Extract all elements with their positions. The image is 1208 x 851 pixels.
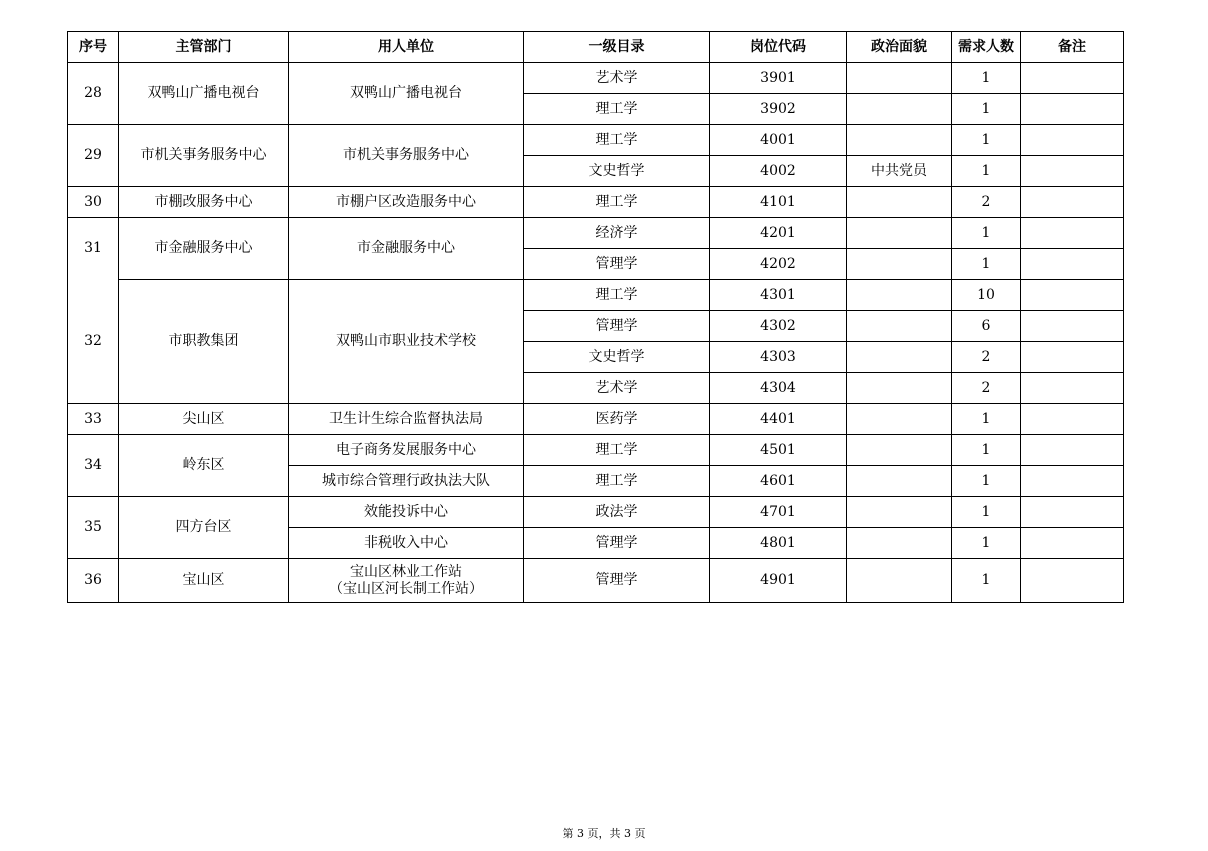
category-cell: 文史哲学: [524, 342, 710, 373]
count-cell: 1: [952, 559, 1021, 603]
code-cell: 4501: [710, 435, 847, 466]
category-cell: 艺术学: [524, 373, 710, 404]
note-cell: [1021, 156, 1124, 187]
count-cell: 1: [952, 435, 1021, 466]
table-row: [68, 435, 1124, 466]
unit-cell: 双鸭山市职业技术学校: [289, 280, 524, 404]
unit-cell: 效能投诉中心: [289, 497, 524, 528]
unit-cell: [289, 559, 524, 603]
header-unit: 用人单位: [289, 32, 524, 63]
category-cell: 管理学: [524, 559, 710, 603]
count-cell: 2: [952, 373, 1021, 404]
seq-cell: 30: [68, 187, 119, 218]
table-row: [68, 559, 1124, 603]
unit-cell: 卫生计生综合监督执法局: [289, 404, 524, 435]
political-cell: [847, 187, 952, 218]
count-cell: 1: [952, 404, 1021, 435]
seq-cell: 28: [68, 63, 119, 125]
seq-cell: 31: [68, 218, 119, 280]
code-cell: 4301: [710, 280, 847, 311]
count-cell: 10: [952, 280, 1021, 311]
count-cell: 1: [952, 497, 1021, 528]
category-cell: 政法学: [524, 497, 710, 528]
code-cell: 4304: [710, 373, 847, 404]
seq-cell: 29: [68, 125, 119, 187]
category-cell: 管理学: [524, 249, 710, 280]
political-cell: [847, 497, 952, 528]
unit-cell: 城市综合管理行政执法大队: [289, 466, 524, 497]
table-row: [68, 218, 1124, 249]
table-row: [68, 280, 1124, 311]
dept-cell: 岭东区: [119, 435, 289, 497]
category-cell: 理工学: [524, 94, 710, 125]
header-row: [68, 32, 1124, 63]
code-cell: 4801: [710, 528, 847, 559]
unit-cell: 市金融服务中心: [289, 218, 524, 280]
code-cell: 4701: [710, 497, 847, 528]
political-cell: [847, 218, 952, 249]
header-count: 需求人数: [952, 32, 1021, 63]
count-cell: 2: [952, 187, 1021, 218]
note-cell: [1021, 435, 1124, 466]
political-cell: [847, 373, 952, 404]
category-cell: 艺术学: [524, 63, 710, 94]
code-cell: 3901: [710, 63, 847, 94]
seq-cell: 35: [68, 497, 119, 559]
table-row: [68, 497, 1124, 528]
political-cell: [847, 311, 952, 342]
header-category: 一级目录: [524, 32, 710, 63]
note-cell: [1021, 94, 1124, 125]
count-cell: 1: [952, 218, 1021, 249]
political-cell: [847, 404, 952, 435]
note-cell: [1021, 125, 1124, 156]
table-row: [68, 125, 1124, 156]
page-footer: 第 3 页，共 3 页: [562, 827, 646, 840]
note-cell: [1021, 218, 1124, 249]
political-cell: [847, 63, 952, 94]
header-note: 备注: [1021, 32, 1124, 63]
note-cell: [1021, 466, 1124, 497]
dept-cell: 四方台区: [119, 497, 289, 559]
table-row: [68, 187, 1124, 218]
seq-cell: 33: [68, 404, 119, 435]
note-cell: [1021, 342, 1124, 373]
table-row: [68, 404, 1124, 435]
political-cell: 中共党员: [847, 156, 952, 187]
note-cell: [1021, 311, 1124, 342]
code-cell: 4001: [710, 125, 847, 156]
unit-cell: 电子商务发展服务中心: [289, 435, 524, 466]
category-cell: 理工学: [524, 125, 710, 156]
category-cell: 文史哲学: [524, 156, 710, 187]
code-cell: 4201: [710, 218, 847, 249]
header-dept: 主管部门: [119, 32, 289, 63]
unit-line-2: （宝山区河长制工作站）: [329, 580, 483, 597]
category-cell: 理工学: [524, 187, 710, 218]
political-cell: [847, 528, 952, 559]
code-cell: 4101: [710, 187, 847, 218]
unit-cell: 市棚户区改造服务中心: [289, 187, 524, 218]
dept-cell: 尖山区: [119, 404, 289, 435]
political-cell: [847, 280, 952, 311]
category-cell: 管理学: [524, 528, 710, 559]
note-cell: [1021, 187, 1124, 218]
unit-line-1: 宝山区林业工作站: [350, 563, 462, 580]
political-cell: [847, 249, 952, 280]
category-cell: 医药学: [524, 404, 710, 435]
dept-cell: 市机关事务服务中心: [119, 125, 289, 187]
note-cell: [1021, 528, 1124, 559]
code-cell: 4601: [710, 466, 847, 497]
code-cell: 4303: [710, 342, 847, 373]
code-cell: 4202: [710, 249, 847, 280]
seq-cell: 36: [68, 559, 119, 603]
dept-cell: 市职教集团: [119, 280, 289, 404]
unit-cell: 双鸭山广播电视台: [289, 63, 524, 125]
category-cell: 经济学: [524, 218, 710, 249]
header-political: 政治面貌: [847, 32, 952, 63]
table-row: [68, 63, 1124, 94]
unit-cell: 市机关事务服务中心: [289, 125, 524, 187]
count-cell: 1: [952, 466, 1021, 497]
count-cell: 1: [952, 63, 1021, 94]
count-cell: 1: [952, 249, 1021, 280]
note-cell: [1021, 497, 1124, 528]
count-cell: 1: [952, 528, 1021, 559]
code-cell: 4302: [710, 311, 847, 342]
political-cell: [847, 125, 952, 156]
category-cell: 理工学: [524, 280, 710, 311]
unit-cell: 非税收入中心: [289, 528, 524, 559]
note-cell: [1021, 373, 1124, 404]
code-cell: 4401: [710, 404, 847, 435]
note-cell: [1021, 280, 1124, 311]
count-cell: 1: [952, 156, 1021, 187]
seq-cell: 34: [68, 435, 119, 497]
note-cell: [1021, 249, 1124, 280]
dept-cell: 市棚改服务中心: [119, 187, 289, 218]
political-cell: [847, 342, 952, 373]
dept-cell: 宝山区: [119, 559, 289, 603]
dept-cell: 双鸭山广播电视台: [119, 63, 289, 125]
header-code: 岗位代码: [710, 32, 847, 63]
political-cell: [847, 466, 952, 497]
political-cell: [847, 559, 952, 603]
note-cell: [1021, 63, 1124, 94]
seq-cell: 32: [68, 280, 119, 404]
header-seq: 序号: [68, 32, 119, 63]
code-cell: 4002: [710, 156, 847, 187]
code-cell: 4901: [710, 559, 847, 603]
count-cell: 1: [952, 125, 1021, 156]
code-cell: 3902: [710, 94, 847, 125]
political-cell: [847, 435, 952, 466]
count-cell: 1: [952, 94, 1021, 125]
political-cell: [847, 94, 952, 125]
dept-cell: 市金融服务中心: [119, 218, 289, 280]
count-cell: 2: [952, 342, 1021, 373]
recruitment-table: [67, 31, 1124, 603]
note-cell: [1021, 559, 1124, 603]
count-cell: 6: [952, 311, 1021, 342]
category-cell: 理工学: [524, 435, 710, 466]
category-cell: 理工学: [524, 466, 710, 497]
note-cell: [1021, 404, 1124, 435]
category-cell: 管理学: [524, 311, 710, 342]
